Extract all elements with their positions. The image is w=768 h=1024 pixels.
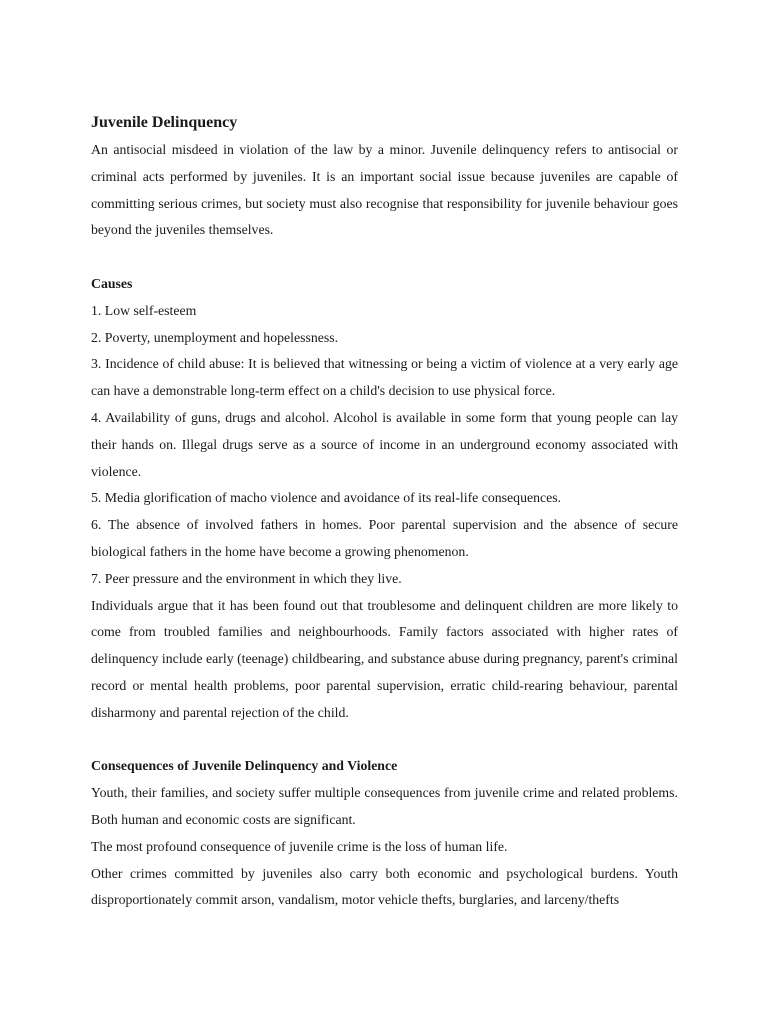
cause-item-4: 4. Availability of guns, drugs and alcohol. Alcohol is available in some form that young people can lay their hands on. Illegal drugs serve as a source of income in an underground economy associated with violence. [91,409,678,479]
consequences-paragraph-3: Other crimes committed by juveniles also carry both economic and psychological burdens. Youth disproportionately commit arson, vandalism, motor vehicle thefts, burglaries, and larceny/thefts [91,865,678,908]
cause-item-2: 2. Poverty, unemployment and hopelessness. [91,329,339,345]
document-page [91,108,678,914]
causes-heading: Causes [91,275,133,291]
cause-item-5: 5. Media glorification of macho violence and avoidance of its real-life consequences. [91,490,562,506]
consequences-paragraph-1: Youth, their families, and society suffer multiple consequences from juvenile crime and related problems. Both human and economic costs are significant. [91,785,678,827]
spacer [91,244,678,271]
cause-item-7: 7. Peer pressure and the environment in which they live. [91,570,402,586]
consequences-paragraph-2: The most profound consequence of juvenile crime is the loss of human life. [91,838,508,854]
causes-summary-paragraph: Individuals argue that it has been found out that troublesome and delinquent children are more likely to come from troubled families and neighbourhoods. Family factors associated with higher rates of delinquency include early (teenage) childbearing, and substance abuse during pregnancy, parent's criminal record or mental health problems, poor parental supervision, erratic child-rearing behaviour, parental disharmony and parental rejection of the child. [91,597,678,720]
cause-item-6: 6. The absence of involved fathers in homes. Poor parental supervision and the absence of secure biological fathers in the home have become a growing phenomenon. [91,517,678,559]
intro-paragraph: An antisocial misdeed in violation of the law by a minor. Juvenile delinquency refers to antisocial or criminal acts performed by juveniles. It is an important social issue because juveniles are capable of committing serious crimes, but society must also recognise that responsibility for juvenile behaviour goes beyond the juveniles themselves. [91,142,678,238]
consequences-heading: Consequences of Juvenile Delinquency and Violence [91,758,398,774]
spacer [91,727,678,754]
cause-item-1: 1. Low self-esteem [91,302,197,318]
cause-item-3: 3. Incidence of child abuse: It is believed that witnessing or being a victim of violence at a very early age can have a demonstrable long-term effect on a child's decision to use physical force. [91,356,678,399]
document-title: Juvenile Delinquency [91,114,238,131]
